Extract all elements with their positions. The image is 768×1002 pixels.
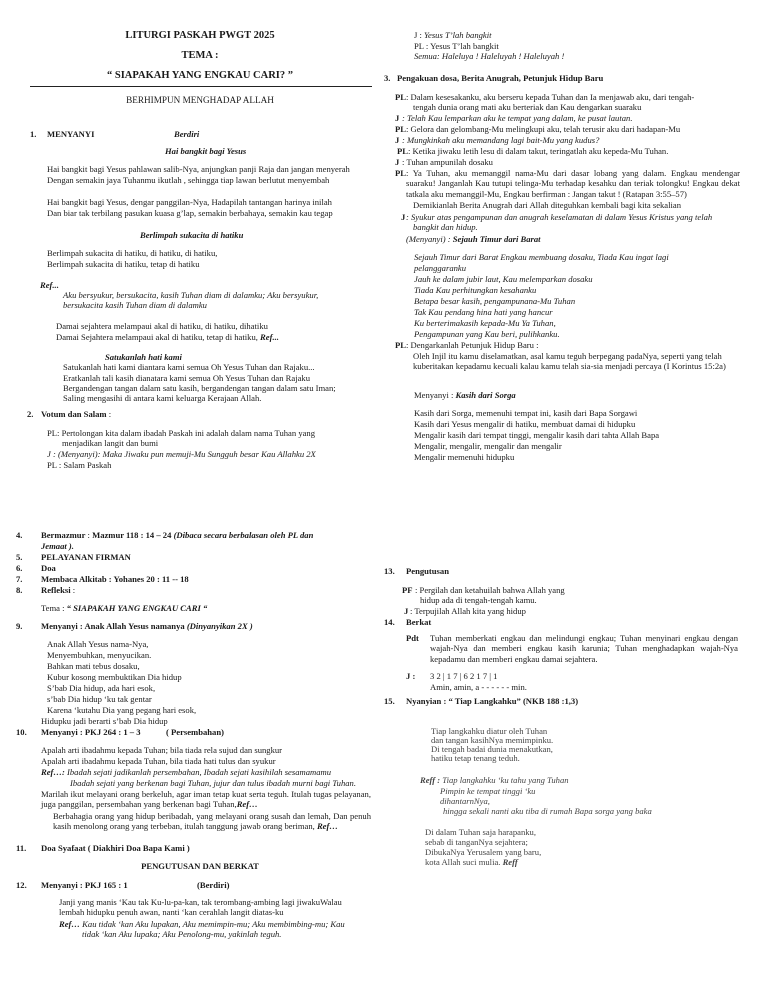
song-ref: Ref…: Ibadah sejati jadikanlah persembahan, Ibadah sejati kasihilah sesamamamu [41,767,332,777]
amin-notation: 3 2 | 1 7 | 6 2 1 7 | 1 [430,671,498,681]
song-line: Pengampunan yang Kau beri, pulihkanku. [414,329,560,339]
song-line: Sejauh Timur dari Barat Engkau membuang dosaku, Tiada Kau ingat lagi [414,252,669,262]
item-num: 11. [16,843,27,853]
j-label: J : [406,671,416,681]
pl-label: PL [397,146,408,156]
pengutusan-heading: PENGUTUSAN DAN BERKAT [141,861,259,871]
j-text: : Terpujilah Allah kita yang hidup [410,606,526,616]
amin-text: Amin, amin, a - - - - - - min. [430,682,527,692]
song2-line: Damai Sejahtera melampaui akal di hatiku, tetap di hatiku, Ref... [56,332,279,342]
ref-label: Ref... [40,280,59,290]
song1-line: Dan biar tak terbilang pasukan kuasa g’lap, semakin berbahaya, semakin kau tegap [47,208,333,218]
j-label: J [395,113,400,123]
s2-num: 2. [27,409,34,419]
pdt-label: Pdt [406,633,419,643]
song2-line: Berlimpah sukacita di hatiku, tetap di hatiku [47,259,200,269]
song-line: Tiap langkahku diatur oleh Tuhan [431,726,548,736]
tema-label: TEMA : [181,50,219,61]
s2-label: Votum dan Salam : [41,409,112,419]
j-label: J [395,157,400,167]
votum-pl: PL : Salam Paskah [47,460,112,470]
song-ref: Ibadah sejati yang berkenan bagi Tuhan, jujur dan tulus ibadah murni bagi Tuhan. [70,778,356,788]
s3-label: Pengakuan dosa, Berita Anugrah, Petunjuk Hidup Baru [397,73,604,83]
song3-line: Eratkanlah tali kasih dianatara kami semua Oh Yesus Tuhan dan Rajaku [63,373,311,383]
ref-line: Aku bersyukur, bersukacita, kasih Tuhan diam di dalamku; Aku bersyukur, [63,290,319,300]
song-line: DibukaNya Yerusalem yang baru, [425,847,542,857]
song3-title: Satukanlah hati kami [105,352,182,362]
reff-line: dihantarnNya, [440,796,490,806]
pl-text: tengah dunia orang mati aku berteriak dan Kau dengarkan suaraku [413,102,642,112]
song-line: Di tengah badai dunia menakutkan, [431,744,553,754]
item-num: 6. [16,563,23,573]
song2-line: Damai sejahtera melampaui akal di hatiku, di hatiku, dihatiku [56,321,268,331]
s1-note: Berdiri [174,129,200,139]
pl-label: PL [395,340,406,350]
song-line: Janji yang manis ‘Kau tak Ku-lu-pa-kan, tak terombang-ambing lagi jiwakuWalau [59,897,342,907]
j-label: J [395,135,400,145]
j-label: J [401,212,406,222]
song-ref: tidak ‘kan Aku lupaka; Aku Penolong-mu, yakinlah teguh. [82,929,282,939]
item-num: 14. [384,617,395,627]
song3-line: Satukanlah hati kami diantara kami semua Oh Yesus Tuhan dan Rajaku... [63,362,315,372]
song-line: Menyembuhkan, menyucikan. [47,650,152,660]
song2-line: Berlimpah sukacita di hatiku, di hatiku, di hatiku, [47,248,218,258]
j-text: : Tuhan ampunilah dosaku [402,157,493,167]
song-line: Mengalir, mengalir, mengalir dan mengalir [414,441,562,451]
j-text: bangkit dan hidup. [413,222,478,232]
s1-label: MENYANYI [47,129,95,139]
item-13: Pengutusan [406,566,449,576]
item-10-note: ( Persembahan) [166,727,224,737]
item-4-cont: Jemaat ). [41,541,74,551]
s1-num: 1. [30,129,37,139]
s3-num: 3. [384,73,391,83]
item-15: Nyanyian : “ Tiap Langkahku” (NKB 188 :1,3) [406,696,579,706]
votum-pl: menjadikan langit dan bumi [62,438,159,448]
song-line: Di dalam Tuhan saja harapanku, [425,827,536,837]
song-line: kota Allah suci mulia. Reff [425,857,518,867]
pl-label: PL [395,168,406,178]
song-line: Kasih dari Sorga, memenuhi tempat ini, kasih dari Bapa Sorgawi [414,408,638,418]
item-10: Menyanyi : PKJ 264 : 1 – 3 [41,727,141,737]
song-line: Apalah arti ibadahmu kepada Tuhan; bila tiada rela sujud dan sungkur [41,745,283,755]
song-line: Mengalir memenuhi hidupku [414,452,515,462]
song1-line: Hai bangkit bagi Yesus pahlawan salib-Nya, anjungkan panji Raja dan jangan menyerah [47,164,350,174]
item-num: 4. [16,530,23,540]
song-line: lembah hidupku penuh awan, nanti ‘kan cerahlah langit diatas-ku [59,907,284,917]
song-line: sebab di tanganNya sejahtera; [425,837,528,847]
song-line: Tak Kau pendang hina hati yang hancur [414,307,553,317]
song-line: Apalah arti ibadahmu kepada Tuhan, bila tiada hati tulus dan syukur [41,756,276,766]
song-line: Tiada Kau perhitungkan kesahanku [414,285,537,295]
song1-title: Hai bangkit bagi Yesus [165,146,247,156]
item-num: 12. [16,880,27,890]
item-6: Doa [41,563,56,573]
item-12: Menyanyi : PKJ 165 : 1 [41,880,128,890]
title-divider [30,86,372,87]
song-line: Hidupku jadi berarti s’bab Dia hidup [41,716,168,726]
item-num: 5. [16,552,23,562]
item-5: PELAYANAN FIRMAN [41,552,131,562]
pl-text: Demikianlah Berita Anugrah dari Allah diteguhkan kembali bagi kita sekalian [413,200,682,210]
subtitle: BERHIMPUN MENGHADAP ALLAH [126,95,274,105]
song-line: Ku berterimakasih kepada-Mu Ya Tuhan, [414,318,556,328]
song-heading: Menyanyi : Kasih dari Sorga [414,390,516,400]
pl-text: : Ketika jiwaku letih lesu di dalam takut, teringatlah aku kepeda-Mu Tuhan. [408,146,669,156]
j-text: : Telah Kau lemparkan aku ke tempat yang dalam, ke pusat lautan. [402,113,633,123]
response-pl: PL : Yesus T’lah bangkit [414,41,499,51]
item-4: Bermazmur : Mazmur 118 : 14 – 24 (Dibaca secara berbalasan oleh PL dan [41,530,314,540]
pl-text: Oleh Injil itu kamu diselamatkan, asal kamu teguh berpegang padaNya, seperti yang telah kuberitakan kepadamu kecuali kalau kamu telah sia-sia menjadi percaya (I Korintus 15:2a) [413,351,726,372]
song-line: pelanggaranku [414,263,467,273]
response-all: Semua: Haleluya ! Haleluyah ! Haleluyah ! [414,51,565,61]
item-8: Refleksi : [41,585,76,595]
ref-line: bersukacita kasih Tuhan diam di dalamku [63,300,207,310]
song-line: s’bab Dia hidup ‘ku tak gentar [47,694,152,704]
pl-text: : Dalam kesesakanku, aku berseru kepada Tuhan dan Ia menjawab aku, dari tengah- [406,92,695,102]
pf-label: PF [402,585,413,595]
song-line: Kasih dari Yesus mengalir di hatiku, membuat damai di hidupku [414,419,636,429]
j-text: : Mungkinkah aku memandang lagi bait-Mu yang kudus? [402,135,600,145]
song-line: Anak Allah Yesus nama-Nya, [47,639,149,649]
song-line: Jauh ke dalam jubir laut, Kau melemparkan dosaku [414,274,593,284]
pl-text: : Gelora dan gelombang-Mu melingkupi aku, telah terusir aku dari hadapan-Mu [406,124,681,134]
song-line: dan tangan kasihNya memimpinku. [431,735,554,745]
item-num: 15. [384,696,395,706]
votum-pl: PL: Pertolongan kita dalam ibadah Paskah ini adalah dalam nama Tuhan yang [47,428,316,438]
song-line: Berbahagia orang yang hidup beribadah, yang melayani orang susah dan lemah, Dan penuh kasih menolong orang yang terbeban, itulah tanggung jawab orang beriman, Ref… [53,811,371,832]
item-num: 8. [16,585,23,595]
song-ref: Ref… Kau tidak ‘kan Aku lupakan, Aku memimpin-mu; Aku membimbing-mu; Kau [59,919,345,929]
tema-line: Tema : “ SIAPAKAH YANG ENGKAU CARI “ [41,603,208,613]
item-14: Berkat [406,617,432,627]
pf-text: hidup ada di tengah-tengah kamu. [420,595,537,605]
j-label: J [404,606,409,616]
song1-line: Hai bangkit bagi Yesus, dengar panggilan-Nya, Hadapilah tantangan harinya inilah [47,197,332,207]
song-line: Mengalir kasih dari tempat tinggi, mengalir kasih dari tahta Allah Bapa [414,430,660,440]
song-line: Betapa besar kasih, pengampunana-Mu Tuhan [414,296,576,306]
item-num: 13. [384,566,395,576]
item-9: Menyanyi : Anak Allah Yesus namanya (Dinyanyikan 2X ) [41,621,253,631]
pdt-text: Tuhan memberkati engkau dan melindungi engkau; Tuhan menyinari engkau dengan wajah-Nya dan memberi engkau kasih karunia; Tuhan menghadapkan wajah-Nya kepadamu dan memberi engkau damai sejahtera. [430,633,738,664]
pf-text: : Pergilah dan ketahuilah bahwa Allah yang [415,585,565,595]
song2-title: Berlimpah sukacita di hatiku [140,230,244,240]
pl-text: : Ya Tuhan, aku memanggil nama-Mu dari dasar lobang yang dalam. Engkau mendengar suaraku! Janganlah Kau tutupi telinga-Mu terhadap kesahku dan teriak tolongku! Engkau dekat tatkala aku memanggil-Mu, Engkau berfirman : Jangan takut ! (Ratapan 3:55–57) [406,168,740,199]
item-num: 7. [16,574,23,584]
song-line: Karena ‘kutahu Dia yang pegang hari esok, [47,705,197,715]
pl-label: PL [395,124,406,134]
song-line: Marilah ikut melayani orang berkeluh, agar iman tetap kuat serta teguh. Itulah tugas pelayanan, juga panggilan, persembahan yang berkenan bagi Tuhan,Ref… [41,789,371,810]
item-num: 10. [16,727,27,737]
response-j: J : Yesus T’lah bangkit [414,30,492,40]
song3-line: Saling mengasihi di antara kami keluarga Kerajaan Allah. [63,393,262,403]
song-line: Bahkan mati tebus dosaku, [47,661,140,671]
item-num: 9. [16,621,23,631]
song1-line: Dengan semakin jaya Tuhanmu ikutlah , sehingga tiap lawan berlutut menyembah [47,175,330,185]
tema-title: “ SIAPAKAH YANG ENGKAU CARI? ” [106,70,293,81]
item-11: Doa Syafaat ( Diakhiri Doa Bapa Kami ) [41,843,190,853]
song-line: Kubur kosong membuktikan Dia hidup [47,672,182,682]
song-heading: (Menyanyi) : Sejauh Timur dari Barat [406,234,541,244]
song3-line: Bergandengan tangan dalam satu kasih, bergandengan tangan dalam satu Iman; [63,383,336,393]
reff-line: Reff : Tiap langkahku ‘ku tahu yang Tuhan [420,775,569,785]
reff-line: hingga sekali nanti aku tiba di rumah Bapa sorga yang baka [443,806,652,816]
item-7: Membaca Alkitab : Yohanes 20 : 11 -- 18 [41,574,189,584]
reff-line: Pimpin ke tempat tinggi ‘ku [440,786,536,796]
song-line: S’bab Dia hidup, ada hari esok, [47,683,156,693]
liturgy-title: LITURGI PASKAH PWGT 2025 [125,30,275,41]
item-12-note: (Berdiri) [197,880,230,890]
pl-text: : Dengarkanlah Petunjuk Hidup Baru : [406,340,539,350]
j-text: : Syukur atas pengampunan dan anugrah keselamatan di dalam Yesus Kristus yang telah [406,212,713,222]
votum-j: J : (Menyanyi): Maka Jiwaku pun memuji-Mu Sungguh besar Kau Allahku 2X [47,449,316,459]
pl-label: PL [395,92,406,102]
song-line: hatiku tetap tenang teduh. [431,753,520,763]
